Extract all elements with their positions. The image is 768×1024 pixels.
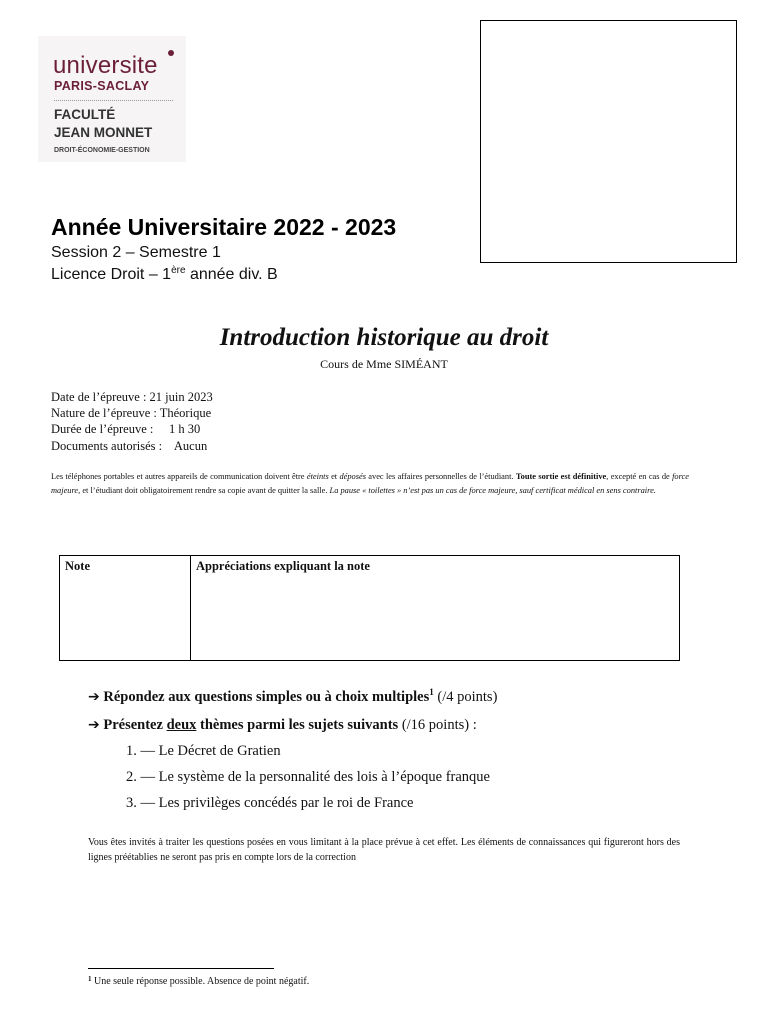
logo-divider xyxy=(54,100,173,101)
instruction-2-underline: deux xyxy=(166,717,197,733)
footnote xyxy=(88,976,309,987)
instruction-2-points: (/16 points) : xyxy=(398,717,477,733)
warn-b1: Toute sortie est définitive xyxy=(515,472,607,481)
footnote-ref: 1 xyxy=(429,687,434,697)
licence-pre: Licence Droit – 1 xyxy=(51,266,172,283)
logo-universite-text: universite xyxy=(53,52,158,79)
grade-note-header: Note xyxy=(65,559,90,573)
phone-warning xyxy=(51,470,689,498)
topic-item: 3. — Les privilèges concédés par le roi de France xyxy=(126,795,414,811)
warn-p3: avec les affaires personnelles de l’étudiant. xyxy=(365,472,516,481)
exam-documents: Documents autorisés : Aucun xyxy=(51,439,208,453)
exam-title: Introduction historique au droit xyxy=(219,324,549,351)
instruction-1-points: (/4 points) xyxy=(433,689,498,705)
footnote-mark: 1 xyxy=(88,975,92,983)
instruction-2-bold-b: thèmes parmi les sujets suivants xyxy=(196,717,399,733)
warn-e2: déposés xyxy=(339,472,366,481)
exam-nature: Nature de l’épreuve : Théorique xyxy=(51,406,212,420)
warn-e3: force majeure xyxy=(51,472,689,495)
arrow-right-icon: ➔ xyxy=(88,689,100,705)
warn-e1: éteints xyxy=(306,472,329,481)
footnote-separator xyxy=(88,968,274,969)
logo-faculte-text: FACULTÉ xyxy=(54,107,116,122)
exam-duration: Durée de l’épreuve : 1 h 30 xyxy=(51,422,201,436)
university-logo xyxy=(38,36,186,162)
student-id-box xyxy=(480,20,737,263)
grade-table xyxy=(59,555,680,661)
warn-p2: et xyxy=(328,472,340,481)
topic-item: 1. — Le Décret de Gratien xyxy=(126,743,281,759)
licence-line xyxy=(51,266,278,283)
grade-appreciation-header: Appréciations expliquant la note xyxy=(196,559,370,573)
academic-year: Année Universitaire 2022 - 2023 xyxy=(51,214,397,240)
warn-p4: , excepté en cas de xyxy=(606,472,673,481)
licence-sup: ère xyxy=(171,265,186,276)
warn-p5: , et l’étudiant doit obligatoirement rendre sa copie avant de quitter la salle. xyxy=(78,486,330,495)
topic-item: 2. — Le système de la personnalité des lois à l’époque franque xyxy=(126,769,490,785)
instruction-2-bold-a: Présentez xyxy=(103,717,167,733)
logo-paris-saclay-text: PARIS-SACLAY xyxy=(54,79,150,93)
instruction-1 xyxy=(88,688,497,705)
logo-jean-monnet-text: JEAN MONNET xyxy=(54,125,153,140)
logo-departments-text: DROIT-ÉCONOMIE-GESTION xyxy=(54,147,150,154)
footnote-text: Une seule réponse possible. Absence de point négatif. xyxy=(91,976,310,987)
warn-p1: Les téléphones portables et autres appareils de communication doivent être xyxy=(51,472,307,481)
exam-subtitle: Cours de Mme SIMÉANT xyxy=(320,357,448,371)
arrow-right-icon: ➔ xyxy=(88,717,100,733)
answer-space-notice: Vous êtes invités à traiter les questions posées en vous limitant à la place prévue à cet effet. Les éléments de connaissances qui figureront hors des lignes préétablies ne seront pas pris en compte lors de la correction xyxy=(88,837,680,863)
logo-dot-icon xyxy=(168,50,174,56)
session-line: Session 2 – Semestre 1 xyxy=(51,244,221,261)
instruction-1-bold: Répondez aux questions simples ou à choix multiples xyxy=(103,689,430,705)
exam-date: Date de l’épreuve : 21 juin 2023 xyxy=(51,390,213,404)
grade-table-divider xyxy=(190,556,191,660)
instruction-2 xyxy=(88,718,477,733)
warn-e4: La pause « toilettes » n’est pas un cas de force majeure, sauf certificat médical en sens contraire. xyxy=(329,486,656,495)
licence-post: année div. B xyxy=(185,266,278,283)
